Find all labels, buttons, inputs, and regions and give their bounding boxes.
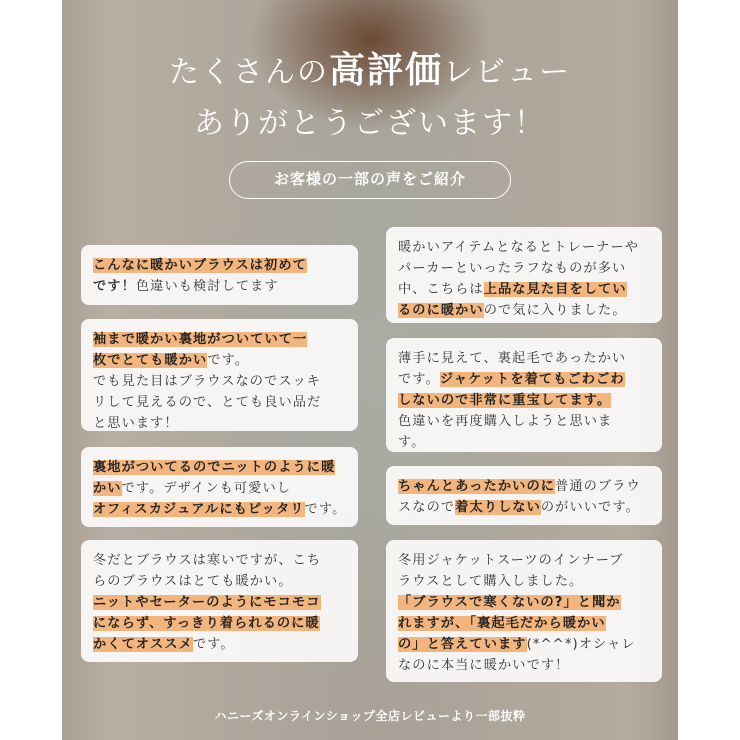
review-card — [81, 245, 358, 305]
review-text: 色違いを再度購入しようと思いま — [398, 414, 613, 429]
review-text: ので気に入りました。 — [483, 303, 627, 318]
review-card — [386, 540, 662, 682]
review-line — [398, 411, 650, 432]
review-line — [93, 634, 346, 655]
review-text: リして見えるので、とても良い品だ — [93, 395, 322, 410]
right-margin — [678, 0, 740, 740]
review-text: (*^^*)オシャレ — [526, 637, 636, 652]
review-line — [93, 350, 346, 371]
review-card — [81, 540, 358, 662]
left-margin — [0, 0, 62, 740]
review-line — [93, 592, 346, 613]
review-line — [398, 497, 650, 518]
highlighted-text: かくてオススメ — [93, 637, 193, 652]
footer-note: ハニーズオンラインショップ全店レビューより一部抜粋 — [214, 709, 526, 723]
review-text: です。 — [192, 637, 235, 652]
review-line — [398, 300, 650, 321]
review-text: です。 — [304, 502, 347, 517]
review-text: パーカーといったラフなものが多い — [398, 261, 627, 276]
headline-line1 — [62, 42, 678, 93]
headline-emphasis: 高評価 — [328, 49, 443, 91]
highlighted-text: ニットやセーターのようにモコモコ — [93, 595, 321, 610]
highlighted-text: かい — [93, 481, 122, 496]
review-card — [81, 447, 358, 527]
review-line — [93, 329, 346, 350]
review-line — [398, 390, 650, 411]
intro-label-pill: お客様の一部の声をご紹介 — [229, 161, 511, 199]
review-line — [93, 571, 346, 592]
highlighted-text: ちゃんとあったかいのに — [398, 479, 556, 494]
review-text: 冬だとブラウスは寒いですが、こち — [93, 553, 322, 568]
highlighted-text: にならず、すっきり着られるのに暖 — [93, 616, 320, 631]
review-text: ラウスとして購入しました。 — [398, 574, 584, 589]
review-line — [93, 457, 346, 478]
review-text: と思います！ — [93, 416, 179, 431]
review-text: 普通のブラウ — [555, 479, 641, 494]
review-line — [93, 371, 346, 392]
review-text: スなので — [398, 500, 456, 515]
highlighted-text: 袖まで暖かい裏地がついていて一 — [93, 332, 308, 347]
review-line — [398, 279, 650, 300]
review-line — [93, 392, 346, 413]
review-text: 暖かいアイテムとなるとトレーナーや — [398, 240, 640, 255]
review-line — [398, 348, 650, 369]
highlighted-text: こんなに暖かいブラウスは初めて — [93, 258, 307, 273]
review-text: です！ — [93, 279, 136, 294]
review-line — [398, 655, 650, 676]
review-text: 色違いも検討してます — [135, 279, 279, 294]
review-text: のがいいです。 — [540, 500, 640, 515]
highlighted-text: 「ブラウスで寒くないの?」と聞か — [398, 595, 621, 610]
review-line — [398, 550, 650, 571]
review-card — [386, 227, 662, 323]
headline-line2: ありがとうございます！ — [194, 106, 546, 141]
review-text: です。デザインも可愛いし — [121, 481, 292, 496]
highlighted-text: 上品な見た目をしてい — [483, 282, 627, 297]
highlighted-text: 裏地がついてるのでニットのように暖 — [93, 460, 336, 475]
review-text: 薄手に見えて、裏起毛であったかい — [398, 351, 627, 366]
review-line — [93, 550, 346, 571]
review-line — [398, 592, 650, 613]
review-text: です。 — [207, 353, 250, 368]
headline-pre: たくさんの — [168, 55, 329, 90]
highlighted-text: オフィスカジュアルにもピッタリ — [93, 502, 305, 517]
review-text: 冬用ジャケットスーツのインナーブ — [398, 553, 624, 568]
review-card — [81, 319, 358, 431]
review-card — [386, 466, 662, 525]
review-line — [93, 255, 346, 276]
review-line — [398, 237, 650, 258]
highlighted-text: の」と答えています — [398, 637, 527, 652]
review-text: でも見た目はブラウスなのでスッキ — [93, 374, 322, 389]
highlighted-text: 枚でとても暖かい — [93, 353, 208, 368]
review-line — [398, 258, 650, 279]
review-line — [398, 613, 650, 634]
review-text: なのに本当に暖かいです！ — [398, 658, 570, 673]
headline-post: レビュー — [443, 55, 571, 90]
review-line — [398, 432, 650, 453]
review-text: す。 — [398, 435, 426, 450]
highlighted-text: るのに暖かい — [398, 303, 484, 318]
highlighted-text: しないので非常に重宝してます。 — [398, 393, 612, 408]
review-text: らのブラウスはとても暖かい。 — [93, 574, 293, 589]
highlighted-text: 着太りしない — [455, 500, 541, 515]
review-line — [93, 478, 346, 499]
review-line — [93, 413, 346, 434]
highlighted-text: ジャケットを着てもごわごわ — [439, 372, 625, 387]
review-text: 中、こちらは — [398, 282, 484, 297]
review-line — [93, 613, 346, 634]
highlighted-text: れますが、「裏起毛だから暖かい — [398, 616, 606, 631]
review-line — [398, 369, 650, 390]
review-line — [93, 499, 346, 520]
review-line — [398, 571, 650, 592]
review-text: です。 — [398, 372, 440, 387]
review-line — [398, 476, 650, 497]
review-card — [386, 338, 662, 452]
review-line — [93, 276, 346, 297]
review-line — [398, 634, 650, 655]
